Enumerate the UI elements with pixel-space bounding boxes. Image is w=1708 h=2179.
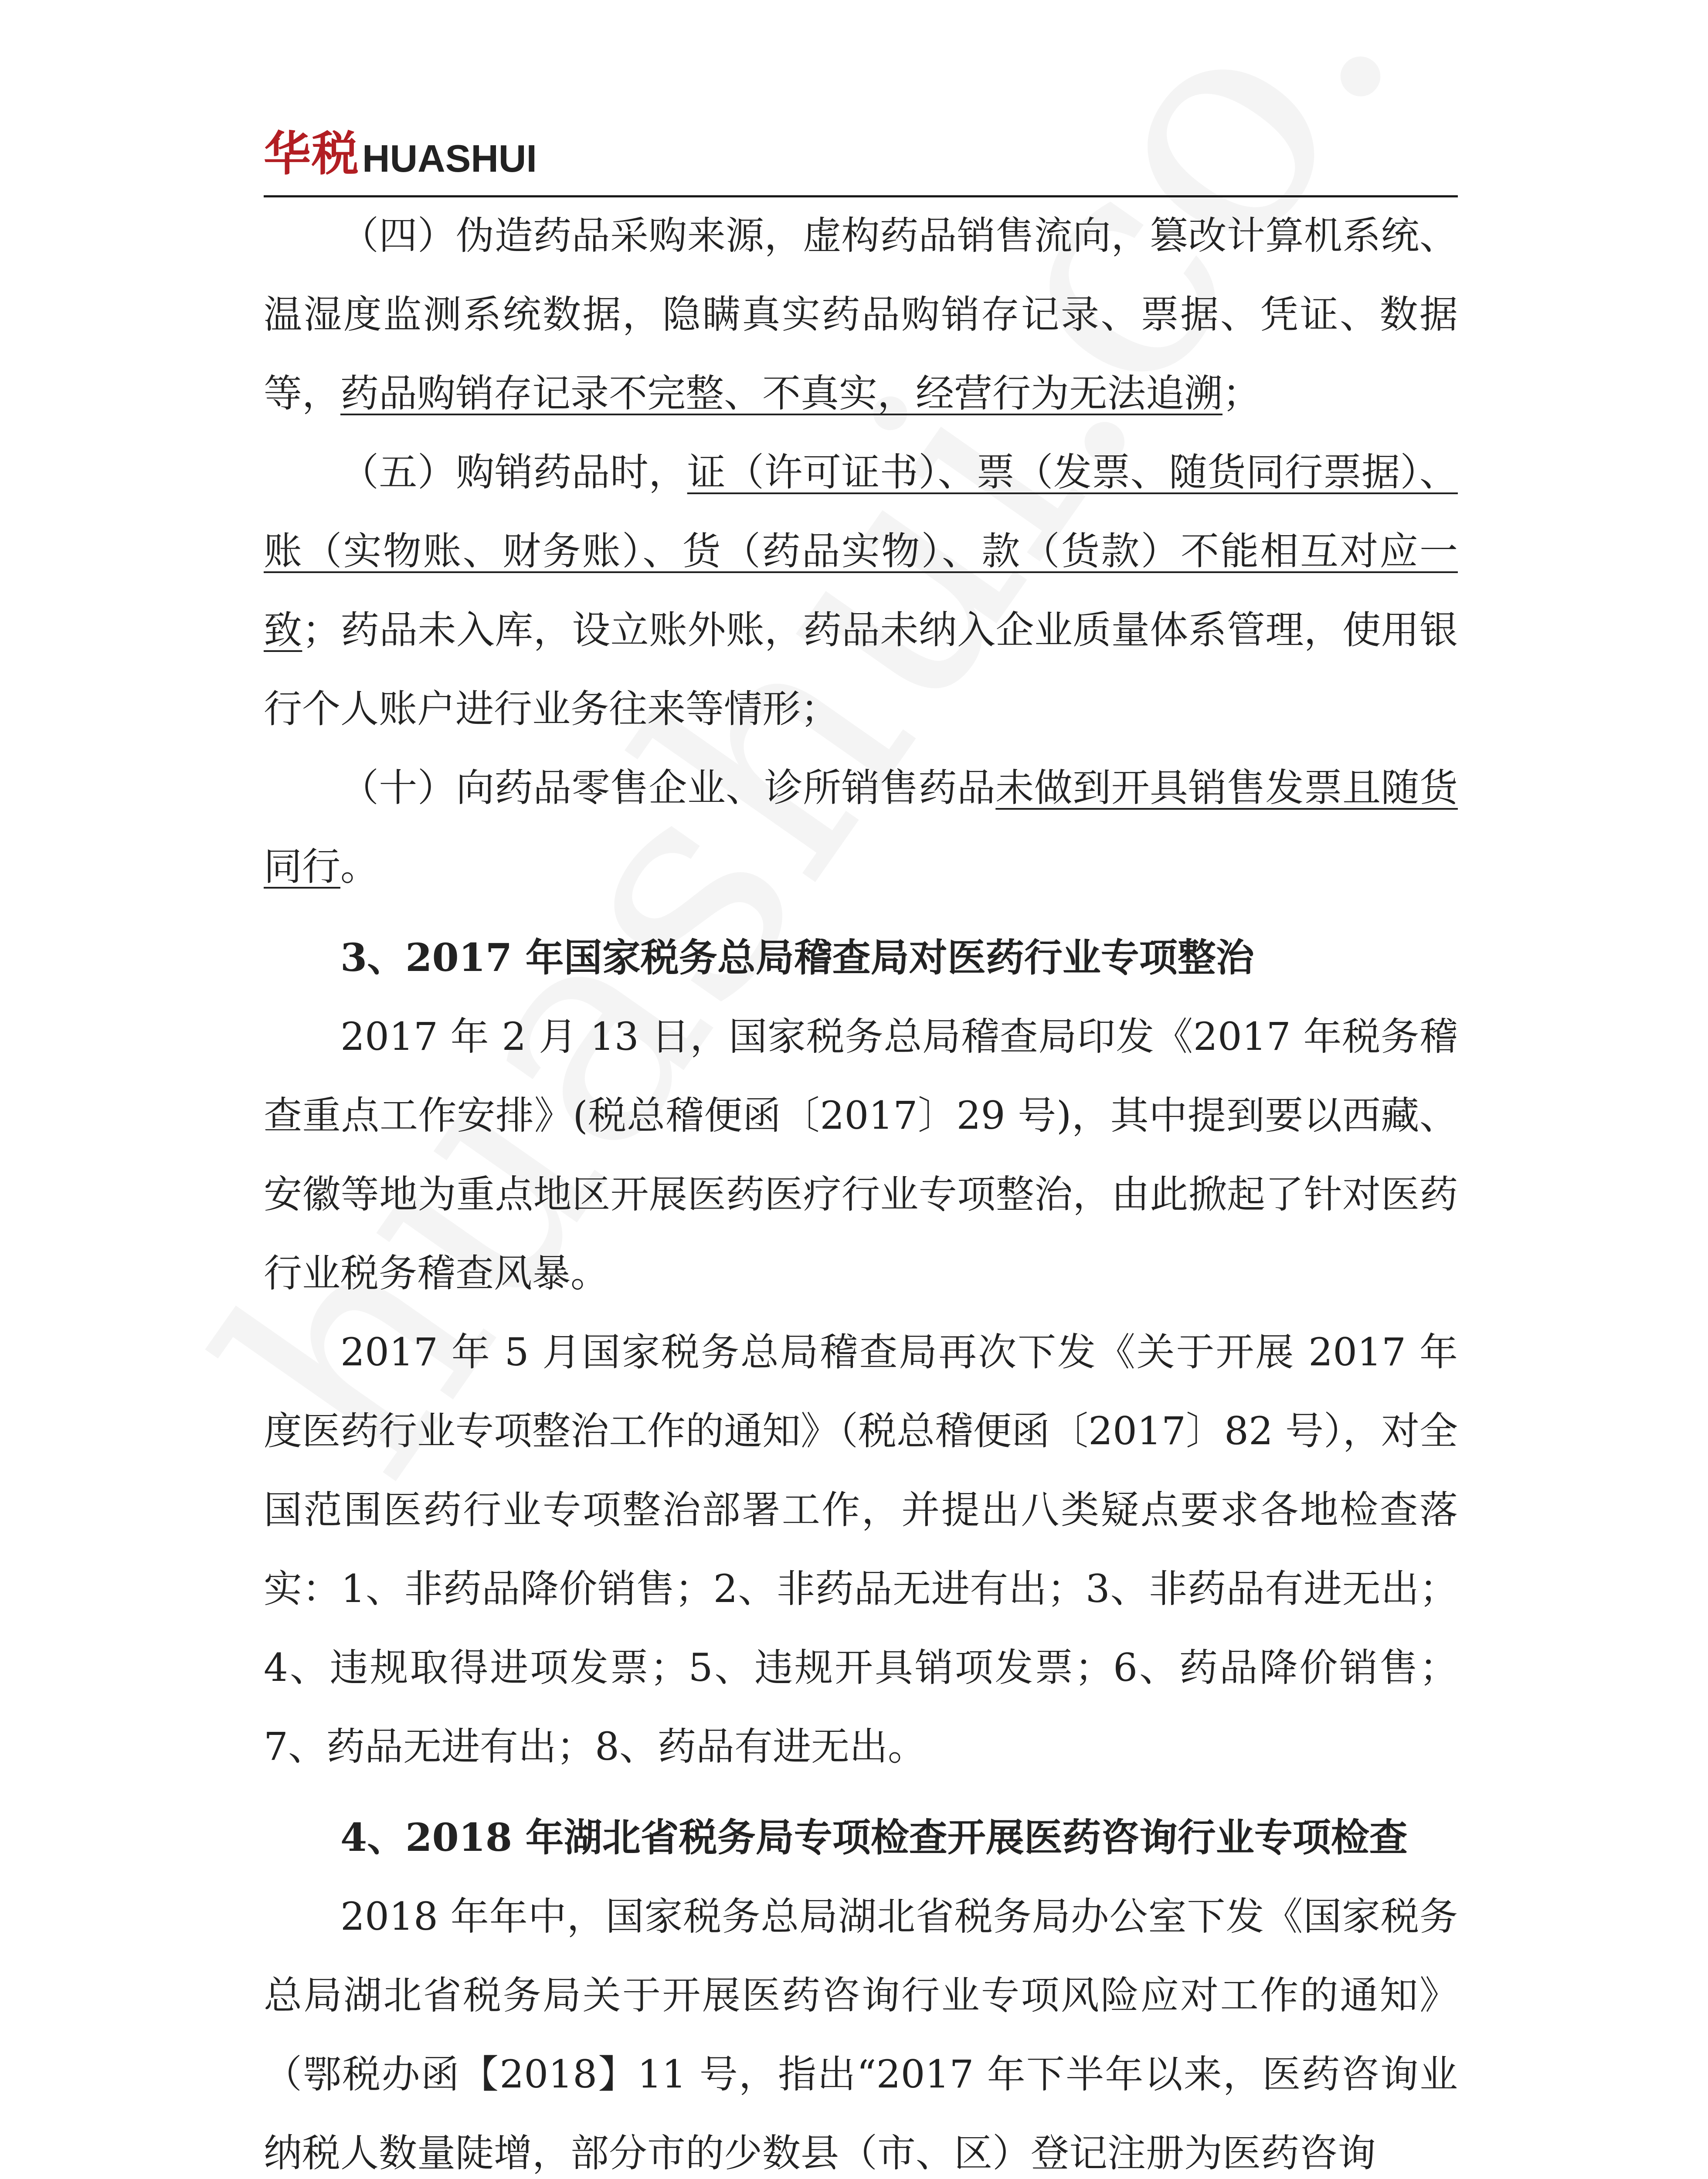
section-heading-4: 4、2018 年湖北省税务局专项检查开展医药咨询行业专项检查	[340, 1815, 1408, 1860]
paragraph-text: （四）伪造药品采购来源，虚构药品销售流向，篡改计算机系统、温湿度监测系统数据，隐瞒真实药品购销存记录、票据、凭证、数据等，	[264, 213, 1458, 416]
logo-english-text: HUASHUI	[362, 137, 537, 180]
document-body	[264, 196, 1458, 2179]
paragraph-text: 。	[340, 844, 379, 889]
paragraph-2017-may: 2017 年 5 月国家税务总局稽查局再次下发《关于开展 2017 年度医药行业专项整治工作的通知》（税总稽便函〔2017〕82 号），对全国范围医药行业专项整治部署工作，并提出八类疑点要求各地检查落实：1、非药品降价销售；2、非药品无进有出；3、非药品有进无出；4、违规取得进项发票；5、违规开具销项发票；6、药品降价销售；7、药品无进有出；8、药品有进无出。	[264, 1330, 1458, 1769]
paragraph-2017-feb: 2017 年 2 月 13 日，国家税务总局稽查局印发《2017 年税务稽查重点工作安排》(税总稽便函〔2017〕29 号)，其中提到要以西藏、安徽等地为重点地区开展医药医疗行业专项整治，由此掀起了针对医药行业税务稽查风暴。	[264, 1014, 1458, 1296]
underlined-text: 药品购销存记录不完整、不真实，经营行为无法追溯	[340, 371, 1223, 416]
paragraph-text: （五）购销药品时，	[340, 450, 687, 495]
paragraph-text: ；	[1222, 371, 1261, 416]
page-header	[264, 127, 537, 196]
huashui-logo	[264, 127, 537, 181]
logo-chinese-text: 华税	[264, 127, 360, 181]
paragraph-item-5	[264, 433, 1458, 748]
paragraph-item-10	[264, 748, 1458, 906]
paragraph-text: ；药品未入库，设立账外账，药品未纳入企业质量体系管理，使用银行个人账户进行业务往来等情形；	[264, 608, 1458, 731]
section-heading-3: 3、2017 年国家税务总局稽查局对医药行业专项整治	[340, 935, 1254, 980]
underlined-text: 未做到开具销售发票且随货同行	[264, 765, 1458, 889]
paragraph-item-4	[264, 196, 1458, 433]
paragraph-text: （十）向药品零售企业、诊所销售药品	[340, 765, 996, 810]
paragraph-2018: 2018 年年中，国家税务总局湖北省税务局办公室下发《国家税务总局湖北省税务局关于开展医药咨询行业专项风险应对工作的通知》（鄂税办函【2018】11 号，指出“2017 年下半年以来，医药咨询业纳税人数量陡增，部分市的少数县（市、区）登记注册为医药咨询	[264, 1894, 1458, 2176]
underlined-text: 证（许可证书）、票（发票、随货同行票据）、账（实物账、财务账）、货（药品实物）、款（货款）不能相互对应一致	[264, 450, 1458, 652]
